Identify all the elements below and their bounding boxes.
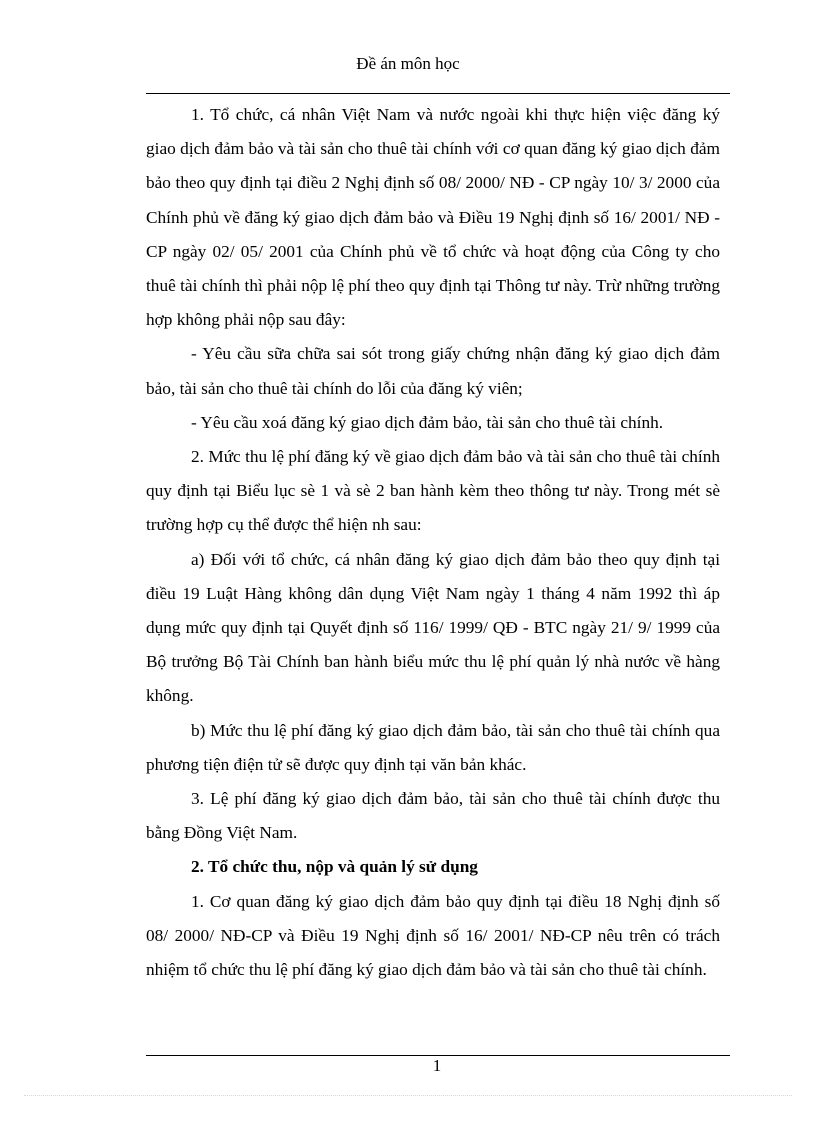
paragraph-exemption-correction: - Yêu cầu sữa chữa sai sót trong giấy chứng nhận đăng ký giao dịch đảm bảo, tài sản cho thuê tài chính do lỗi của đăng ký viên; — [146, 344, 720, 398]
page-bottom-divider — [24, 1095, 792, 1096]
paragraph-aviation-case: a) Đối với tổ chức, cá nhân đăng ký giao dịch đảm bảo theo quy định tại điều 19 Luật Hàng không dân dụng Việt Nam ngày 1 tháng 4 năm 1992 thì áp dụng mức quy định tại Quyết định số 116/ 1999/ QĐ - BTC ngày 21/ 9/ 1999 của Bộ trưởng Bộ Tài Chính ban hành biểu mức thu lệ phí quản lý nhà nước về hàng không. — [146, 549, 720, 706]
header-rule — [146, 93, 730, 94]
paragraph-fee-obligation: 1. Tổ chức, cá nhân Việt Nam và nước ngoài khi thực hiện việc đăng ký giao dịch đảm bảo và tài sản cho thuê tài chính với cơ quan đăng ký giao dịch đảm bảo theo quy định tại điều 2 Nghị định số 08/ 2000/ NĐ - CP ngày 10/ 3/ 2000 của Chính phủ về đăng ký giao dịch đảm bảo và Điều 19 Nghị định số 16/ 2001/ NĐ - CP ngày 02/ 05/ 2001 của Chính phủ về tổ chức và hoạt động của Công ty cho thuê tài chính thì phải nộp lệ phí theo quy định tại Thông tư này. Trừ những trường hợp không phải nộp sau đây: — [146, 105, 720, 330]
section-heading-collection: 2. Tổ chức thu, nộp và quản lý sử dụng — [191, 857, 478, 877]
document-body — [146, 98, 720, 987]
paragraph-currency: 3. Lệ phí đăng ký giao dịch đảm bảo, tài sản cho thuê tài chính được thu bằng Đồng Việt Nam. — [146, 789, 720, 843]
page-number: 1 — [432, 1056, 442, 1075]
paragraph-electronic-case: b) Mức thu lệ phí đăng ký giao dịch đảm bảo, tài sản cho thuê tài chính qua phương tiện điện tử sẽ được quy định tại văn bản khác. — [146, 720, 720, 774]
paragraph-collecting-agency: 1. Cơ quan đăng ký giao dịch đảm bảo quy định tại điều 18 Nghị định số 08/ 2000/ NĐ-CP và Điều 19 Nghị định số 16/ 2001/ NĐ-CP nêu trên có trách nhiệm tổ chức thu lệ phí đăng ký giao dịch đảm bảo và tài sản cho thuê tài chính. — [146, 891, 720, 980]
page-header-title: Đề án môn học — [356, 54, 460, 73]
paragraph-fee-rates: 2. Mức thu lệ phí đăng ký về giao dịch đảm bảo và tài sản cho thuê tài chính quy định tại Biểu lục sè 1 và sè 2 ban hành kèm theo thông tư này. Trong mét sè trường hợp cụ thể được thể hiện nh sau: — [146, 447, 720, 535]
paragraph-exemption-deletion: - Yêu cầu xoá đăng ký giao dịch đảm bảo, tài sản cho thuê tài chính. — [191, 412, 664, 432]
